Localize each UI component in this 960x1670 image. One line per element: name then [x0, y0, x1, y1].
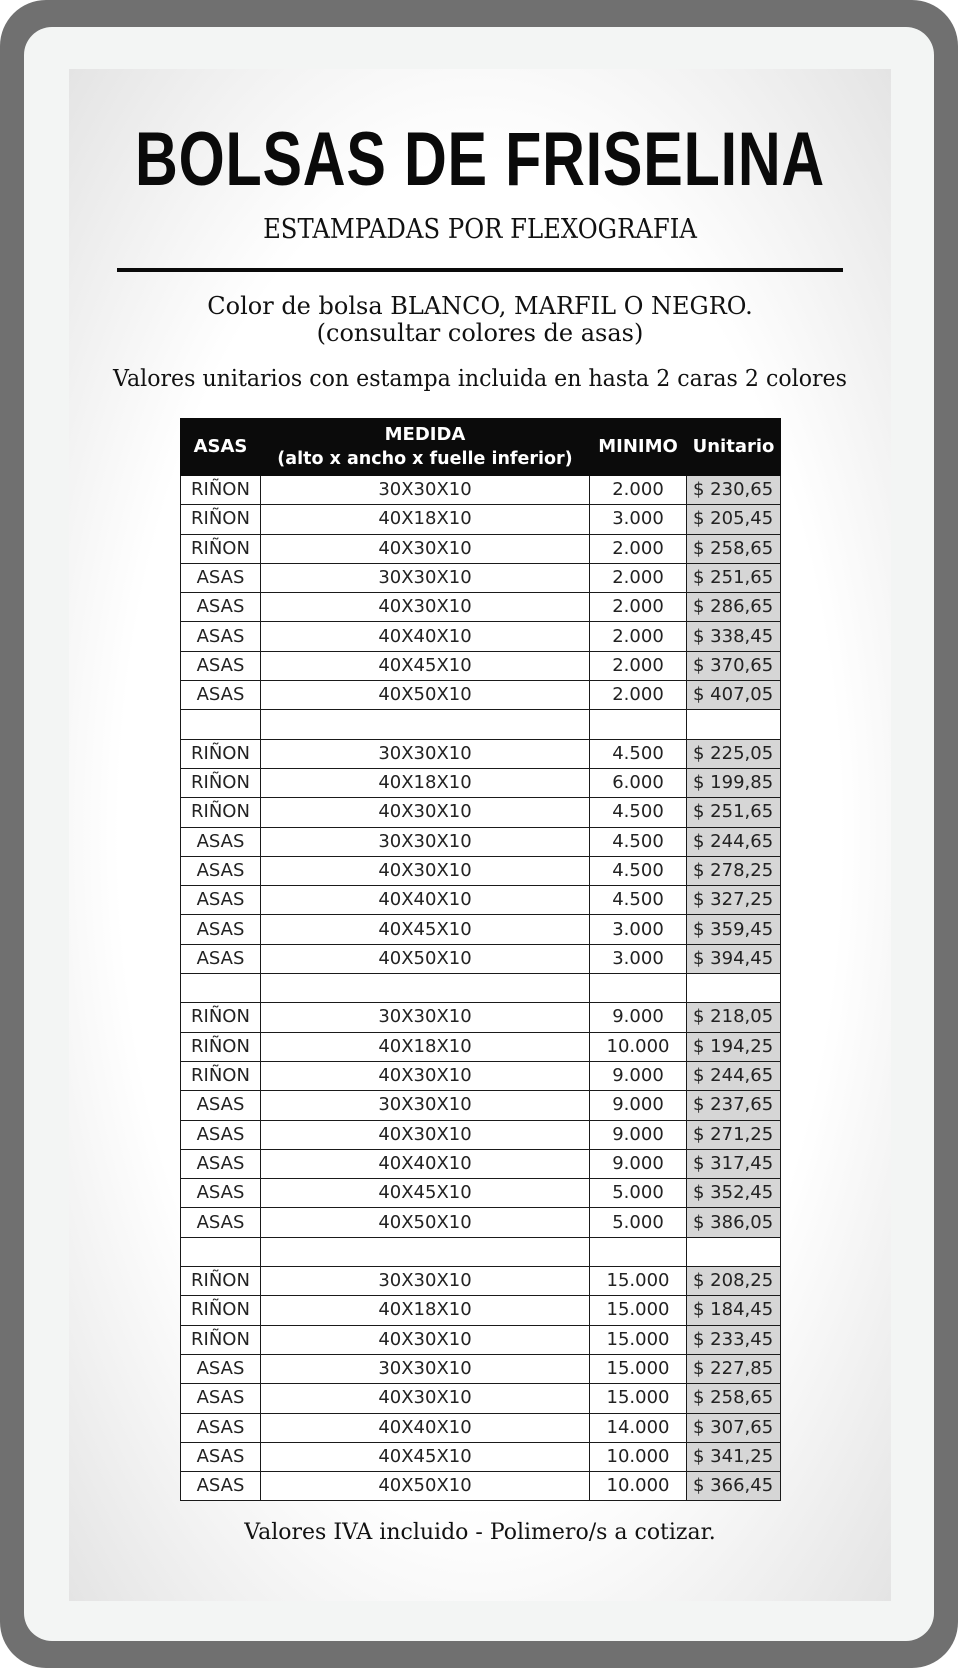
- cell-medida: 30X30X10: [261, 739, 590, 768]
- cell-asas: RIÑON: [181, 739, 261, 768]
- cell-asas: ASAS: [181, 1091, 261, 1120]
- spacer-cell: [181, 1237, 261, 1266]
- cell-unitario: $ 205,45: [687, 505, 781, 534]
- cell-asas: RIÑON: [181, 1296, 261, 1325]
- cell-minimo: 5.000: [590, 1179, 687, 1208]
- cell-minimo: 15.000: [590, 1384, 687, 1413]
- cell-medida: 40X50X10: [261, 1472, 590, 1501]
- cell-unitario: $ 184,45: [687, 1296, 781, 1325]
- cell-asas: RIÑON: [181, 1267, 261, 1296]
- table-row: [181, 1267, 781, 1296]
- cell-minimo: 9.000: [590, 1003, 687, 1032]
- table-row: [181, 1296, 781, 1325]
- cell-medida: 40X30X10: [261, 798, 590, 827]
- table-row: [181, 1179, 781, 1208]
- cell-unitario: $ 386,05: [687, 1208, 781, 1237]
- cell-asas: RIÑON: [181, 505, 261, 534]
- cell-minimo: 2.000: [590, 681, 687, 710]
- cell-medida: 40X30X10: [261, 1384, 590, 1413]
- cell-asas: ASAS: [181, 563, 261, 592]
- cell-minimo: 14.000: [590, 1413, 687, 1442]
- cell-unitario: $ 218,05: [687, 1003, 781, 1032]
- cell-minimo: 4.500: [590, 856, 687, 885]
- cell-asas: ASAS: [181, 915, 261, 944]
- cell-asas: RIÑON: [181, 1003, 261, 1032]
- table-row: [181, 1472, 781, 1501]
- cell-medida: 30X30X10: [261, 1267, 590, 1296]
- cell-asas: ASAS: [181, 1413, 261, 1442]
- table-row: [181, 944, 781, 973]
- cell-minimo: 4.500: [590, 886, 687, 915]
- cell-medida: 40X30X10: [261, 593, 590, 622]
- cell-minimo: 4.500: [590, 827, 687, 856]
- values-note: Valores unitarios con estampa incluida en hasta 2 caras 2 colores: [113, 366, 847, 392]
- table-row: [181, 1120, 781, 1149]
- cell-minimo: 9.000: [590, 1091, 687, 1120]
- cell-asas: ASAS: [181, 622, 261, 651]
- cell-medida: 40X40X10: [261, 1149, 590, 1178]
- table-row: [181, 651, 781, 680]
- cell-asas: ASAS: [181, 856, 261, 885]
- header-minimo: MINIMO: [590, 419, 687, 476]
- cell-asas: ASAS: [181, 1120, 261, 1149]
- cell-minimo: 9.000: [590, 1061, 687, 1090]
- cell-asas: ASAS: [181, 681, 261, 710]
- cell-unitario: $ 394,45: [687, 944, 781, 973]
- group-spacer-row: [181, 710, 781, 739]
- cell-minimo: 15.000: [590, 1267, 687, 1296]
- cell-medida: 30X30X10: [261, 827, 590, 856]
- cell-medida: 30X30X10: [261, 1003, 590, 1032]
- cell-minimo: 2.000: [590, 651, 687, 680]
- cell-medida: 30X30X10: [261, 1091, 590, 1120]
- cell-medida: 30X30X10: [261, 476, 590, 505]
- cell-unitario: $ 225,05: [687, 739, 781, 768]
- cell-unitario: $ 230,65: [687, 476, 781, 505]
- group-spacer-row: [181, 974, 781, 1003]
- cell-asas: ASAS: [181, 1208, 261, 1237]
- page-subtitle: ESTAMPADAS POR FLEXOGRAFIA: [263, 214, 697, 245]
- cell-asas: ASAS: [181, 886, 261, 915]
- cell-medida: 40X30X10: [261, 1120, 590, 1149]
- cell-unitario: $ 278,25: [687, 856, 781, 885]
- page-title: BOLSAS DE FRISELINA: [134, 117, 826, 202]
- table-row: [181, 856, 781, 885]
- cell-asas: RIÑON: [181, 1061, 261, 1090]
- cell-minimo: 2.000: [590, 593, 687, 622]
- table-row: [181, 1091, 781, 1120]
- color-note-line-2: (consultar colores de asas): [316, 319, 644, 347]
- cell-asas: RIÑON: [181, 1032, 261, 1061]
- cell-medida: 40X40X10: [261, 1413, 590, 1442]
- price-table: [180, 418, 781, 1501]
- table-row: [181, 681, 781, 710]
- cell-unitario: $ 366,45: [687, 1472, 781, 1501]
- cell-asas: RIÑON: [181, 534, 261, 563]
- cell-medida: 40X50X10: [261, 681, 590, 710]
- color-note-line-1: Color de bolsa BLANCO, MARFIL O NEGRO.: [207, 292, 753, 320]
- cell-minimo: 3.000: [590, 505, 687, 534]
- cell-unitario: $ 251,65: [687, 563, 781, 592]
- cell-minimo: 2.000: [590, 476, 687, 505]
- cell-minimo: 4.500: [590, 798, 687, 827]
- cell-medida: 40X50X10: [261, 1208, 590, 1237]
- cell-medida: 40X45X10: [261, 1179, 590, 1208]
- cell-unitario: $ 286,65: [687, 593, 781, 622]
- cell-minimo: 10.000: [590, 1472, 687, 1501]
- cell-minimo: 2.000: [590, 563, 687, 592]
- table-row: [181, 827, 781, 856]
- table-row: [181, 1442, 781, 1471]
- spacer-cell: [181, 974, 261, 1003]
- table-row: [181, 563, 781, 592]
- cell-asas: ASAS: [181, 1442, 261, 1471]
- cell-medida: 40X18X10: [261, 1296, 590, 1325]
- cell-minimo: 3.000: [590, 944, 687, 973]
- table-row: [181, 1384, 781, 1413]
- cell-medida: 40X18X10: [261, 1032, 590, 1061]
- cell-minimo: 9.000: [590, 1149, 687, 1178]
- cell-medida: 40X40X10: [261, 886, 590, 915]
- cell-medida: 40X30X10: [261, 1325, 590, 1354]
- cell-unitario: $ 271,25: [687, 1120, 781, 1149]
- cell-unitario: $ 359,45: [687, 915, 781, 944]
- cell-unitario: $ 208,25: [687, 1267, 781, 1296]
- cell-asas: ASAS: [181, 1149, 261, 1178]
- spacer-cell: [590, 974, 687, 1003]
- spacer-cell: [181, 710, 261, 739]
- cell-unitario: $ 244,65: [687, 827, 781, 856]
- spacer-cell: [687, 974, 781, 1003]
- cell-medida: 40X30X10: [261, 1061, 590, 1090]
- spacer-cell: [590, 710, 687, 739]
- spacer-cell: [687, 710, 781, 739]
- cell-medida: 30X30X10: [261, 563, 590, 592]
- table-row: [181, 622, 781, 651]
- cell-asas: ASAS: [181, 1384, 261, 1413]
- cell-minimo: 10.000: [590, 1442, 687, 1471]
- cell-asas: ASAS: [181, 827, 261, 856]
- cell-asas: RIÑON: [181, 768, 261, 797]
- cell-minimo: 15.000: [590, 1354, 687, 1383]
- cell-minimo: 2.000: [590, 534, 687, 563]
- table-row: [181, 915, 781, 944]
- cell-asas: ASAS: [181, 1179, 261, 1208]
- cell-asas: RIÑON: [181, 476, 261, 505]
- cell-minimo: 10.000: [590, 1032, 687, 1061]
- cell-minimo: 15.000: [590, 1296, 687, 1325]
- spacer-cell: [687, 1237, 781, 1266]
- cell-medida: 40X45X10: [261, 915, 590, 944]
- cell-medida: 40X30X10: [261, 856, 590, 885]
- table-row: [181, 798, 781, 827]
- cell-medida: 40X45X10: [261, 651, 590, 680]
- cell-unitario: $ 317,45: [687, 1149, 781, 1178]
- cell-asas: ASAS: [181, 651, 261, 680]
- table-row: [181, 505, 781, 534]
- cell-medida: 40X30X10: [261, 534, 590, 563]
- cell-unitario: $ 258,65: [687, 1384, 781, 1413]
- table-row: [181, 1149, 781, 1178]
- table-row: [181, 1325, 781, 1354]
- cell-unitario: $ 237,65: [687, 1091, 781, 1120]
- table-row: [181, 1354, 781, 1383]
- cell-unitario: $ 258,65: [687, 534, 781, 563]
- cell-unitario: $ 352,45: [687, 1179, 781, 1208]
- table-row: [181, 1413, 781, 1442]
- table-row: [181, 768, 781, 797]
- cell-unitario: $ 370,65: [687, 651, 781, 680]
- title-divider: [117, 268, 843, 272]
- cell-unitario: $ 233,45: [687, 1325, 781, 1354]
- cell-medida: 40X40X10: [261, 622, 590, 651]
- header-medida: [261, 419, 590, 476]
- cell-unitario: $ 199,85: [687, 768, 781, 797]
- header-unitario: Unitario: [687, 419, 781, 476]
- cell-medida: 40X18X10: [261, 505, 590, 534]
- cell-minimo: 5.000: [590, 1208, 687, 1237]
- spacer-cell: [261, 974, 590, 1003]
- group-spacer-row: [181, 1237, 781, 1266]
- cell-medida: 40X50X10: [261, 944, 590, 973]
- cell-minimo: 4.500: [590, 739, 687, 768]
- table-row: [181, 534, 781, 563]
- cell-minimo: 15.000: [590, 1325, 687, 1354]
- cell-medida: 40X45X10: [261, 1442, 590, 1471]
- table-row: [181, 739, 781, 768]
- table-row: [181, 1208, 781, 1237]
- cell-unitario: $ 407,05: [687, 681, 781, 710]
- cell-minimo: 3.000: [590, 915, 687, 944]
- table-row: [181, 593, 781, 622]
- cell-asas: ASAS: [181, 1354, 261, 1383]
- spacer-cell: [261, 1237, 590, 1266]
- cell-medida: 30X30X10: [261, 1354, 590, 1383]
- cell-asas: ASAS: [181, 1472, 261, 1501]
- table-row: [181, 886, 781, 915]
- spacer-cell: [590, 1237, 687, 1266]
- table-row: [181, 1003, 781, 1032]
- table-row: [181, 1032, 781, 1061]
- table-row: [181, 476, 781, 505]
- table-header-row: [181, 419, 781, 476]
- footer-note: Valores IVA incluido - Polimero/s a cotizar.: [244, 1520, 716, 1545]
- cell-asas: ASAS: [181, 593, 261, 622]
- cell-unitario: $ 338,45: [687, 622, 781, 651]
- cell-minimo: 9.000: [590, 1120, 687, 1149]
- header-asas: ASAS: [181, 419, 261, 476]
- cell-unitario: $ 194,25: [687, 1032, 781, 1061]
- header-medida-title: MEDIDA: [384, 424, 466, 445]
- color-note: [0, 293, 960, 347]
- cell-asas: RIÑON: [181, 1325, 261, 1354]
- cell-medida: 40X18X10: [261, 768, 590, 797]
- cell-minimo: 6.000: [590, 768, 687, 797]
- cell-unitario: $ 244,65: [687, 1061, 781, 1090]
- cell-unitario: $ 341,25: [687, 1442, 781, 1471]
- cell-unitario: $ 227,85: [687, 1354, 781, 1383]
- table-row: [181, 1061, 781, 1090]
- cell-unitario: $ 327,25: [687, 886, 781, 915]
- cell-unitario: $ 251,65: [687, 798, 781, 827]
- price-table-body: [181, 476, 781, 1501]
- cell-unitario: $ 307,65: [687, 1413, 781, 1442]
- header-medida-detail: (alto x ancho x fuelle inferior): [277, 449, 573, 469]
- cell-minimo: 2.000: [590, 622, 687, 651]
- cell-asas: ASAS: [181, 944, 261, 973]
- cell-asas: RIÑON: [181, 798, 261, 827]
- spacer-cell: [261, 710, 590, 739]
